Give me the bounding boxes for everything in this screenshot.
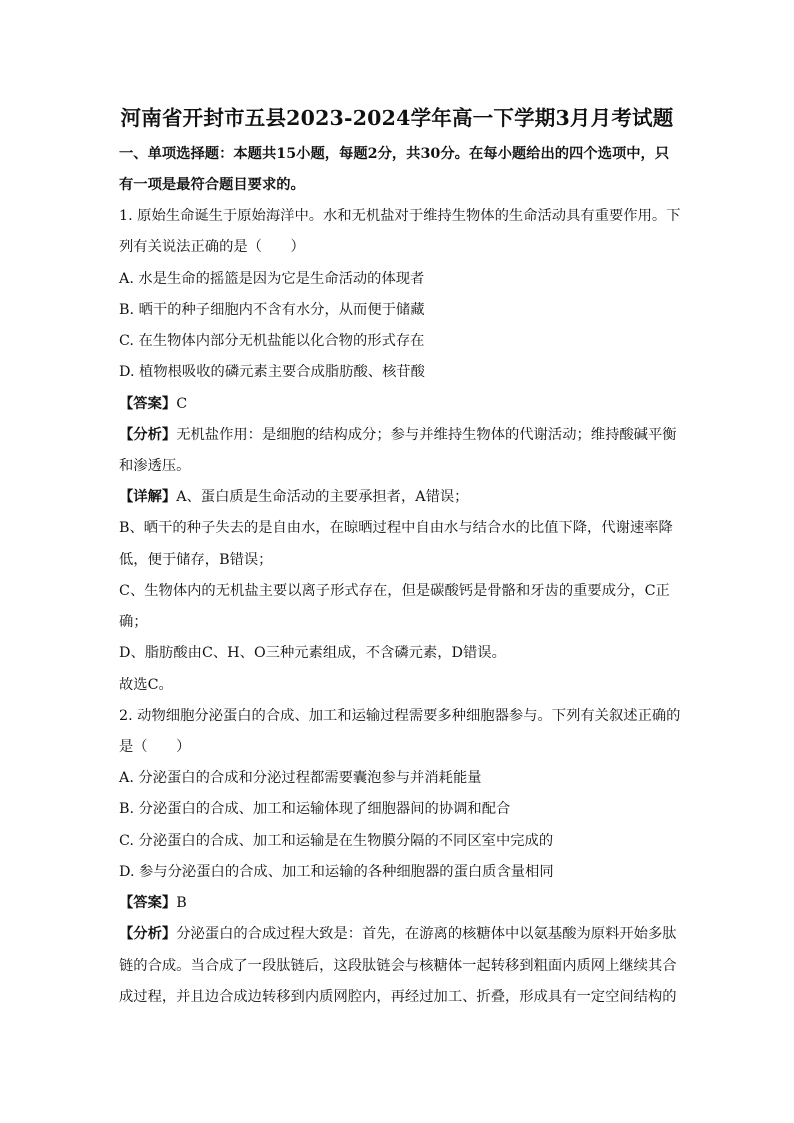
analysis-text: 无机盐作用：是细胞的结构成分；参与并维持生物体的代谢活动；维持酸碱平衡 xyxy=(176,427,677,443)
q1-detail-line6: D、脂肪酸由C、H、O三种元素组成，不含磷元素，D错误。 xyxy=(119,645,506,661)
q1-option-b: B. 晒干的种子细胞内不含有水分，从而便于储藏 xyxy=(119,302,425,318)
q2-analysis-line3: 成过程，并且边合成边转移到内质网腔内，再经过加工、折叠，形成具有一定空间结构的 xyxy=(119,989,677,1005)
q2-stem-line1: 2. 动物细胞分泌蛋白的合成、加工和运输过程需要多种细胞器参与。下列有关叙述正确的 xyxy=(119,708,681,724)
answer-label: 【答案】 xyxy=(119,396,177,412)
q2-option-b: B. 分泌蛋白的合成、加工和运输体现了细胞器间的协调和配合 xyxy=(119,801,511,817)
section-heading-line2: 有一项是最符合题目要求的。 xyxy=(119,177,305,193)
analysis-label: 【分析】 xyxy=(119,427,177,443)
q1-analysis-line1 xyxy=(119,425,677,445)
analysis-label: 【分析】 xyxy=(119,926,177,942)
q1-stem-line1: 1. 原始生命诞生于原始海洋中。水和无机盐对于维持生物体的生命活动具有重要作用。下 xyxy=(119,208,681,224)
q1-detail-line1 xyxy=(119,487,468,507)
q2-analysis-line2: 链的合成。当合成了一段肽链后，这段肽链会与核糖体一起转移到粗面内质网上继续其合 xyxy=(119,958,677,974)
answer-label: 【答案】 xyxy=(119,895,177,911)
q2-option-d: D. 参与分泌蛋白的合成、加工和运输的各种细胞器的蛋白质含量相同 xyxy=(119,864,554,880)
q2-answer xyxy=(119,893,187,913)
exam-title: 河南省开封市五县2023-2024学年高一下学期3月月考试题 xyxy=(120,106,674,130)
q1-stem-line2: 列有关说法正确的是（ ） xyxy=(119,239,305,255)
q1-detail-line3: 低，便于储存，B错误； xyxy=(119,552,273,568)
detail-text: A、蛋白质是生命活动的主要承担者，A错误； xyxy=(176,489,469,505)
q2-option-c: C. 分泌蛋白的合成、加工和运输是在生物膜分隔的不同区室中完成的 xyxy=(119,833,554,849)
answer-value: B xyxy=(176,895,187,911)
q1-detail-line2: B、晒干的种子失去的是自由水，在晾晒过程中自由水与结合水的比值下降，代谢速率降 xyxy=(119,520,673,536)
answer-value: C xyxy=(176,396,188,412)
section-heading-line1: 一、单项选择题：本题共15小题，每题2分，共30分。在每小题给出的四个选项中，只 xyxy=(119,146,670,162)
q1-option-d: D. 植物根吸收的磷元素主要合成脂肪酸、核苷酸 xyxy=(119,364,425,380)
q1-analysis-line2: 和渗透压。 xyxy=(119,458,191,474)
q2-analysis-line1 xyxy=(119,924,677,944)
detail-label: 【详解】 xyxy=(119,489,177,505)
analysis-text: 分泌蛋白的合成过程大致是：首先，在游离的核糖体中以氨基酸为原料开始多肽 xyxy=(176,926,677,942)
q2-option-a: A. 分泌蛋白的合成和分泌过程都需要囊泡参与并消耗能量 xyxy=(119,770,482,786)
q1-option-a: A. 水是生命的摇篮是因为它是生命活动的体现者 xyxy=(119,271,425,287)
q1-conclusion: 故选C。 xyxy=(119,677,173,693)
q2-stem-line2: 是（ ） xyxy=(119,739,191,755)
q1-detail-line4: C、生物体内的无机盐主要以离子形式存在，但是碳酸钙是骨骼和牙齿的重要成分，C正 xyxy=(119,583,670,599)
q1-option-c: C. 在生物体内部分无机盐能以化合物的形式存在 xyxy=(119,333,425,349)
q1-detail-line5: 确； xyxy=(119,614,148,630)
q1-answer xyxy=(119,394,187,414)
